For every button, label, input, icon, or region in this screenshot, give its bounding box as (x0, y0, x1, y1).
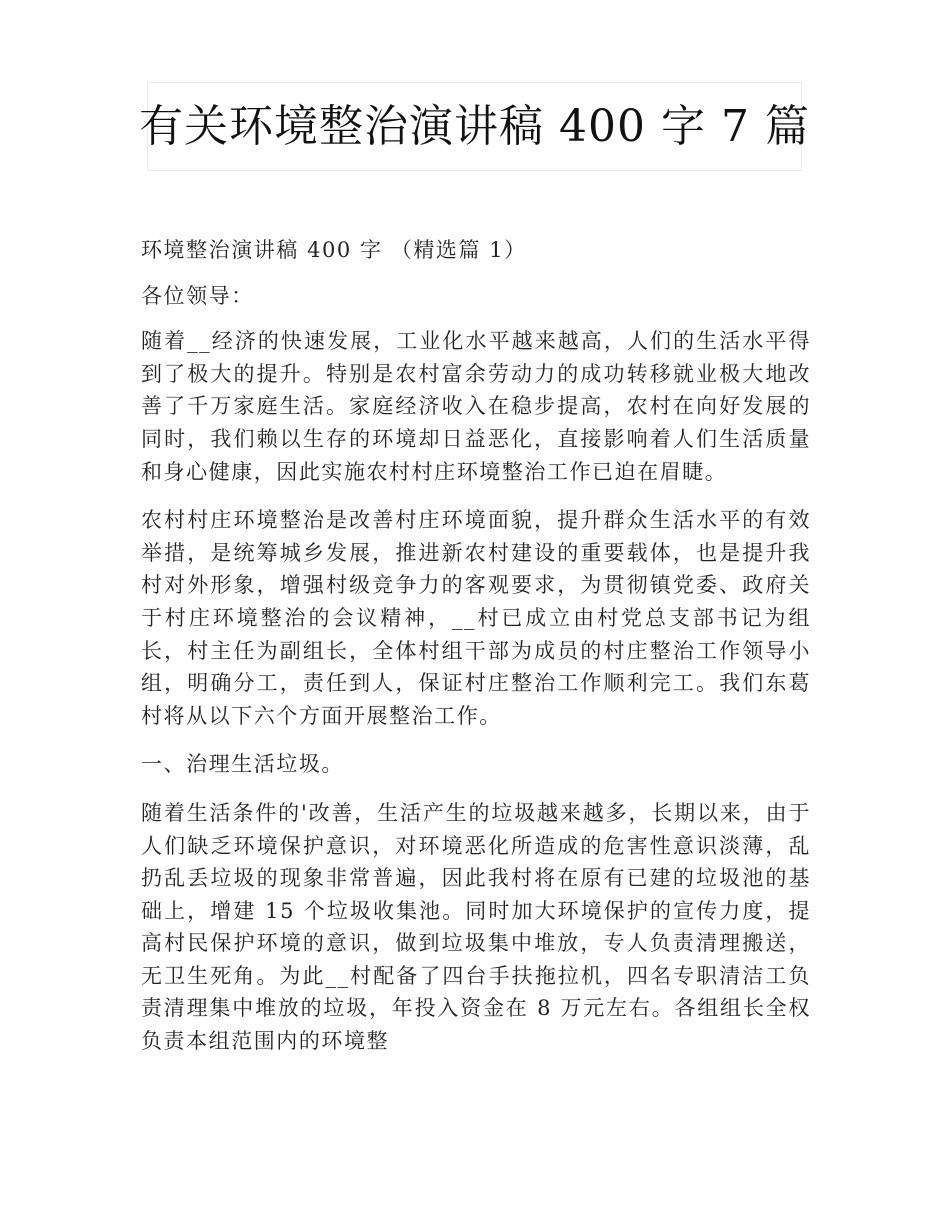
paragraph: 随着__经济的快速发展，工业化水平越来越高，人们的生活水平得到了极大的提升。特别是农村富余劳动力的成功转移就业极大地改善了千万家庭生活。家庭经济收入在稳步提高，农村在向好发展的同时，我们赖以生存的环境却日益恶化，直接影响着人们生活质量和身心健康，因此实施农村村庄环境整治工作已迫在眉睫。 (141, 329, 811, 484)
title-box (139, 82, 810, 171)
paragraph: 农村村庄环境整治是改善村庄环境面貌，提升群众生活水平的有效举措，是统筹城乡发展，推进新农村建设的重要载体，也是提升我村对外形象，增强村级竞争力的客观要求，为贯彻镇党委、政府关于村庄环境整治的会议精神，__村已成立由村党总支部书记为组长，村主任为副组长，全体村组干部为成员的村庄整治工作领导小组，明确分工，责任到人，保证村庄整治工作顺利完工。我们东葛村将从以下六个方面开展整治工作。 (141, 508, 811, 728)
salutation: 各位领导： (141, 283, 254, 308)
document-title: 有关环境整治演讲稿 400 字 7 篇 (139, 100, 810, 152)
paragraph: 随着生活条件的'改善，生活产生的垃圾越来越多，长期以来，由于人们缺乏环境保护意识，对环境恶化所造成的危害性意识淡薄，乱扔乱丢垃圾的现象非常普遍，因此我村将在原有已建的垃圾池的基础上，增建 15 个垃圾收集池。同时加大环境保护的宣传力度，提高村民保护环境的意识，做到垃圾集中堆放，专人负责清理搬送，无卫生死角。为此__村配备了四台手扶拖拉机，四名专职清洁工负责清理集中堆放的垃圾，年投入资金在 8 万元左右。各组组长全权负责本组范围内的环境整 (141, 800, 811, 1054)
section-heading: 环境整治演讲稿 400 字 （精选篇 1） (141, 238, 527, 262)
subheading: 一、治理生活垃圾。 (141, 752, 344, 777)
document-body (141, 234, 811, 1074)
